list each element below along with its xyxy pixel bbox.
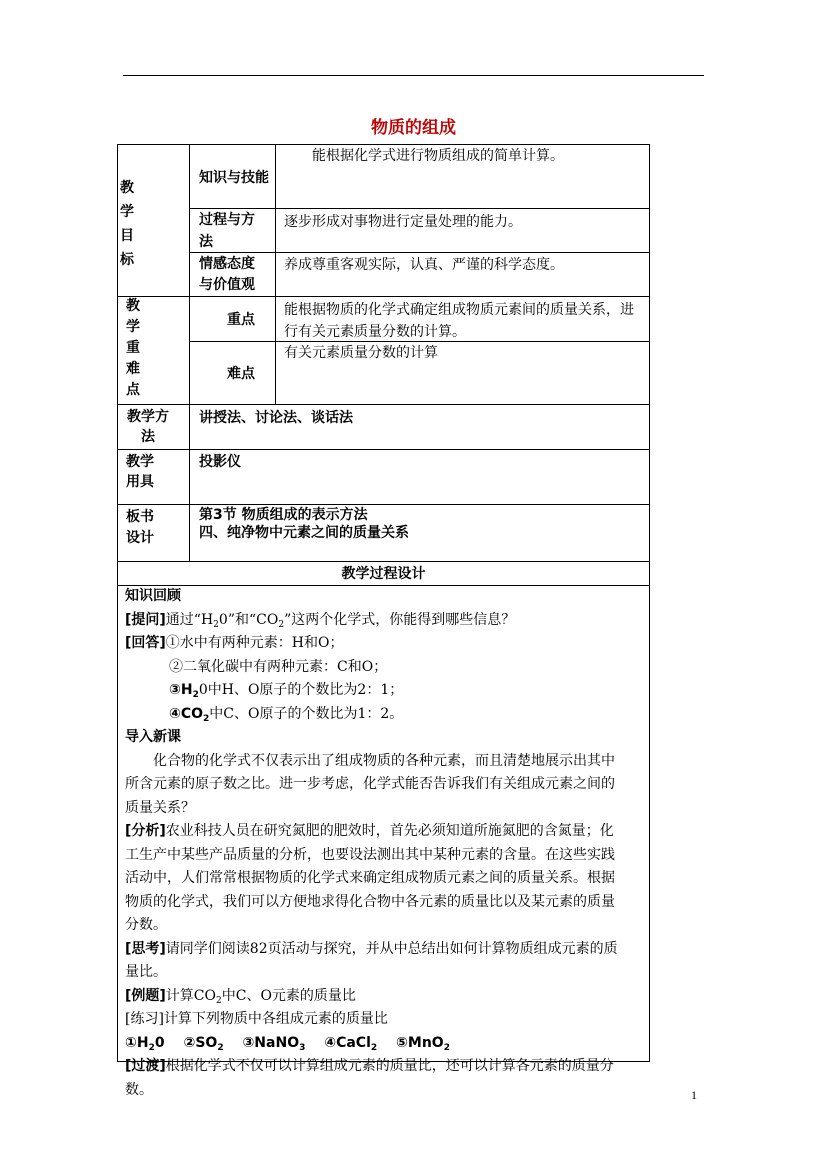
example-text: 计算CO — [165, 987, 216, 1004]
think-text: 请同学们阅读82页活动与探究，并从中总结出如何计算物质组成元素的质 — [165, 940, 618, 957]
practice-line: [练习]计算下列物质中各组成元素的质量比 — [125, 1011, 388, 1027]
board-line-1: 第3节 物质组成的表示方法 — [199, 507, 368, 523]
intro-heading: 导入新课 — [125, 729, 181, 745]
formula-item: $②SO_2$ — [183, 1034, 224, 1053]
process-header: 教学过程设计 — [341, 566, 426, 582]
subscript: 2 — [203, 713, 210, 724]
paragraph-line: 活动中，人们常常根据物质的化学式来确定组成物质元素之间的质量关系。根据 — [125, 870, 615, 886]
question-text: 0”和“CO — [218, 611, 279, 628]
row-divider — [117, 296, 650, 297]
subscript: 2 — [216, 995, 222, 1006]
board-line-2: 四、纯净物中元素之间的质量关系 — [199, 525, 409, 541]
page-number: 1 — [691, 1088, 697, 1102]
objective-name: 知识与技能 — [199, 170, 269, 186]
subscript: 2 — [278, 619, 285, 630]
row-divider — [117, 561, 650, 562]
paragraph-line: 质量关系？ — [125, 799, 195, 816]
paragraph-line: 化合物的化学式不仅表示出了组成物质的各种元素，而且清楚地展示出其中 — [153, 752, 615, 769]
question-text: 通过“H — [165, 611, 214, 628]
question-tag: [提问] — [125, 611, 166, 628]
objectives-label-text: 教学目标 — [120, 180, 134, 268]
subscript: 2 — [213, 619, 219, 630]
objective-content: 养成尊重客观实际，认真、严谨的科学态度。 — [284, 257, 564, 273]
example-line — [125, 985, 647, 1009]
paragraph-line: 数。 — [125, 1081, 153, 1098]
method-label: 教学方法 — [127, 409, 169, 445]
formula-item: ③NaNO$_3$ — [242, 1034, 306, 1053]
objectives-label — [120, 176, 146, 272]
paragraph-line: 工生产中某些产品质量的分析，也要设法测出其中某种元素的含量。在这些实践 — [125, 846, 615, 863]
answer-line — [125, 679, 647, 703]
row-divider — [117, 404, 650, 405]
tools-content: 投影仪 — [199, 454, 241, 470]
board-label: 板书设计 — [126, 509, 154, 546]
think-tag: [思考] — [125, 940, 166, 957]
objective-name: 过程与方法 — [199, 212, 255, 250]
objective-content: 能根据化学式进行物质组成的简单计算。 — [312, 148, 564, 164]
answer-text: ①水中有两种元素：H和O； — [165, 635, 344, 651]
transition-text: 根据化学式不仅可以计算组成元素的质量比，还可以计算各元素的质量分 — [165, 1058, 614, 1074]
tools-label: 教学用具 — [126, 454, 154, 490]
key-point-content: 能根据物质的化学式确定组成物质元素间的质量关系，进行有关元素质量分数的计算。 — [284, 302, 634, 340]
process-body — [125, 585, 647, 1102]
paragraph-line: 量比。 — [125, 964, 167, 980]
header-rule — [123, 75, 704, 76]
key-point-label: 重点 — [227, 312, 255, 328]
answer-text: 中C、O原子的个数比为1：2。 — [209, 705, 404, 722]
answer-line — [125, 632, 647, 656]
difficult-point-label: 难点 — [227, 366, 255, 382]
formula-item: ④CaCl$_2$ — [324, 1034, 378, 1053]
objective-content: 逐步形成对事物进行定量处理的能力。 — [284, 214, 522, 230]
paragraph-line: 所含元素的原子数之比。进一步考虑，化学式能否告诉我们有关组成元素之间的 — [125, 776, 615, 792]
row-divider — [117, 504, 650, 505]
example-tag: [例题] — [125, 987, 166, 1004]
subscript: 2 — [192, 690, 199, 700]
paragraph-line: 分数。 — [125, 917, 167, 933]
answer-line — [125, 703, 647, 727]
difficult-point-content: 有关元素质量分数的计算 — [284, 345, 438, 361]
column-divider — [275, 144, 276, 296]
transition-line — [125, 1055, 647, 1079]
focus-label: 教学重难点 — [126, 298, 140, 398]
column-divider — [275, 296, 276, 404]
review-heading: 知识回顾 — [125, 588, 181, 604]
formula: ④CO — [169, 705, 204, 722]
document-title: 物质的组成 — [371, 118, 456, 138]
formula-item: ⑤MnO$_2$ — [396, 1034, 450, 1053]
column-divider — [189, 144, 190, 561]
question-text: ”这两个化学式，你能得到哪些信息？ — [284, 611, 516, 628]
method-content: 讲授法、讨论法、谈话法 — [199, 410, 353, 426]
example-text: 中C、O元素的质量比 — [221, 987, 356, 1004]
answer-line: ②二氧化碳中有两种元素：C和O； — [169, 658, 388, 675]
transition-tag: [过渡] — [125, 1058, 166, 1074]
formula-list — [125, 1032, 647, 1056]
think-line — [125, 938, 647, 962]
analysis-text: 农业科技人员在研究氮肥的肥效时，首先必须知道所施氮肥的含氮量；化 — [165, 823, 614, 839]
analysis-tag: [分析] — [125, 823, 166, 839]
row-divider — [117, 449, 650, 450]
answer-tag: [回答] — [125, 635, 166, 651]
formula-item: $①H_20$ — [125, 1034, 165, 1053]
analysis-line — [125, 820, 647, 844]
objective-name: 情感态度与价值观 — [199, 256, 255, 293]
answer-text: 0中H、O原子的个数比为2：1； — [198, 682, 404, 698]
formula: ③H — [169, 682, 193, 698]
paragraph-line: 物质的化学式，我们可以方便地求得化合物中各元素的质量比以及某元素的质量 — [125, 893, 615, 910]
question-line — [125, 609, 647, 633]
